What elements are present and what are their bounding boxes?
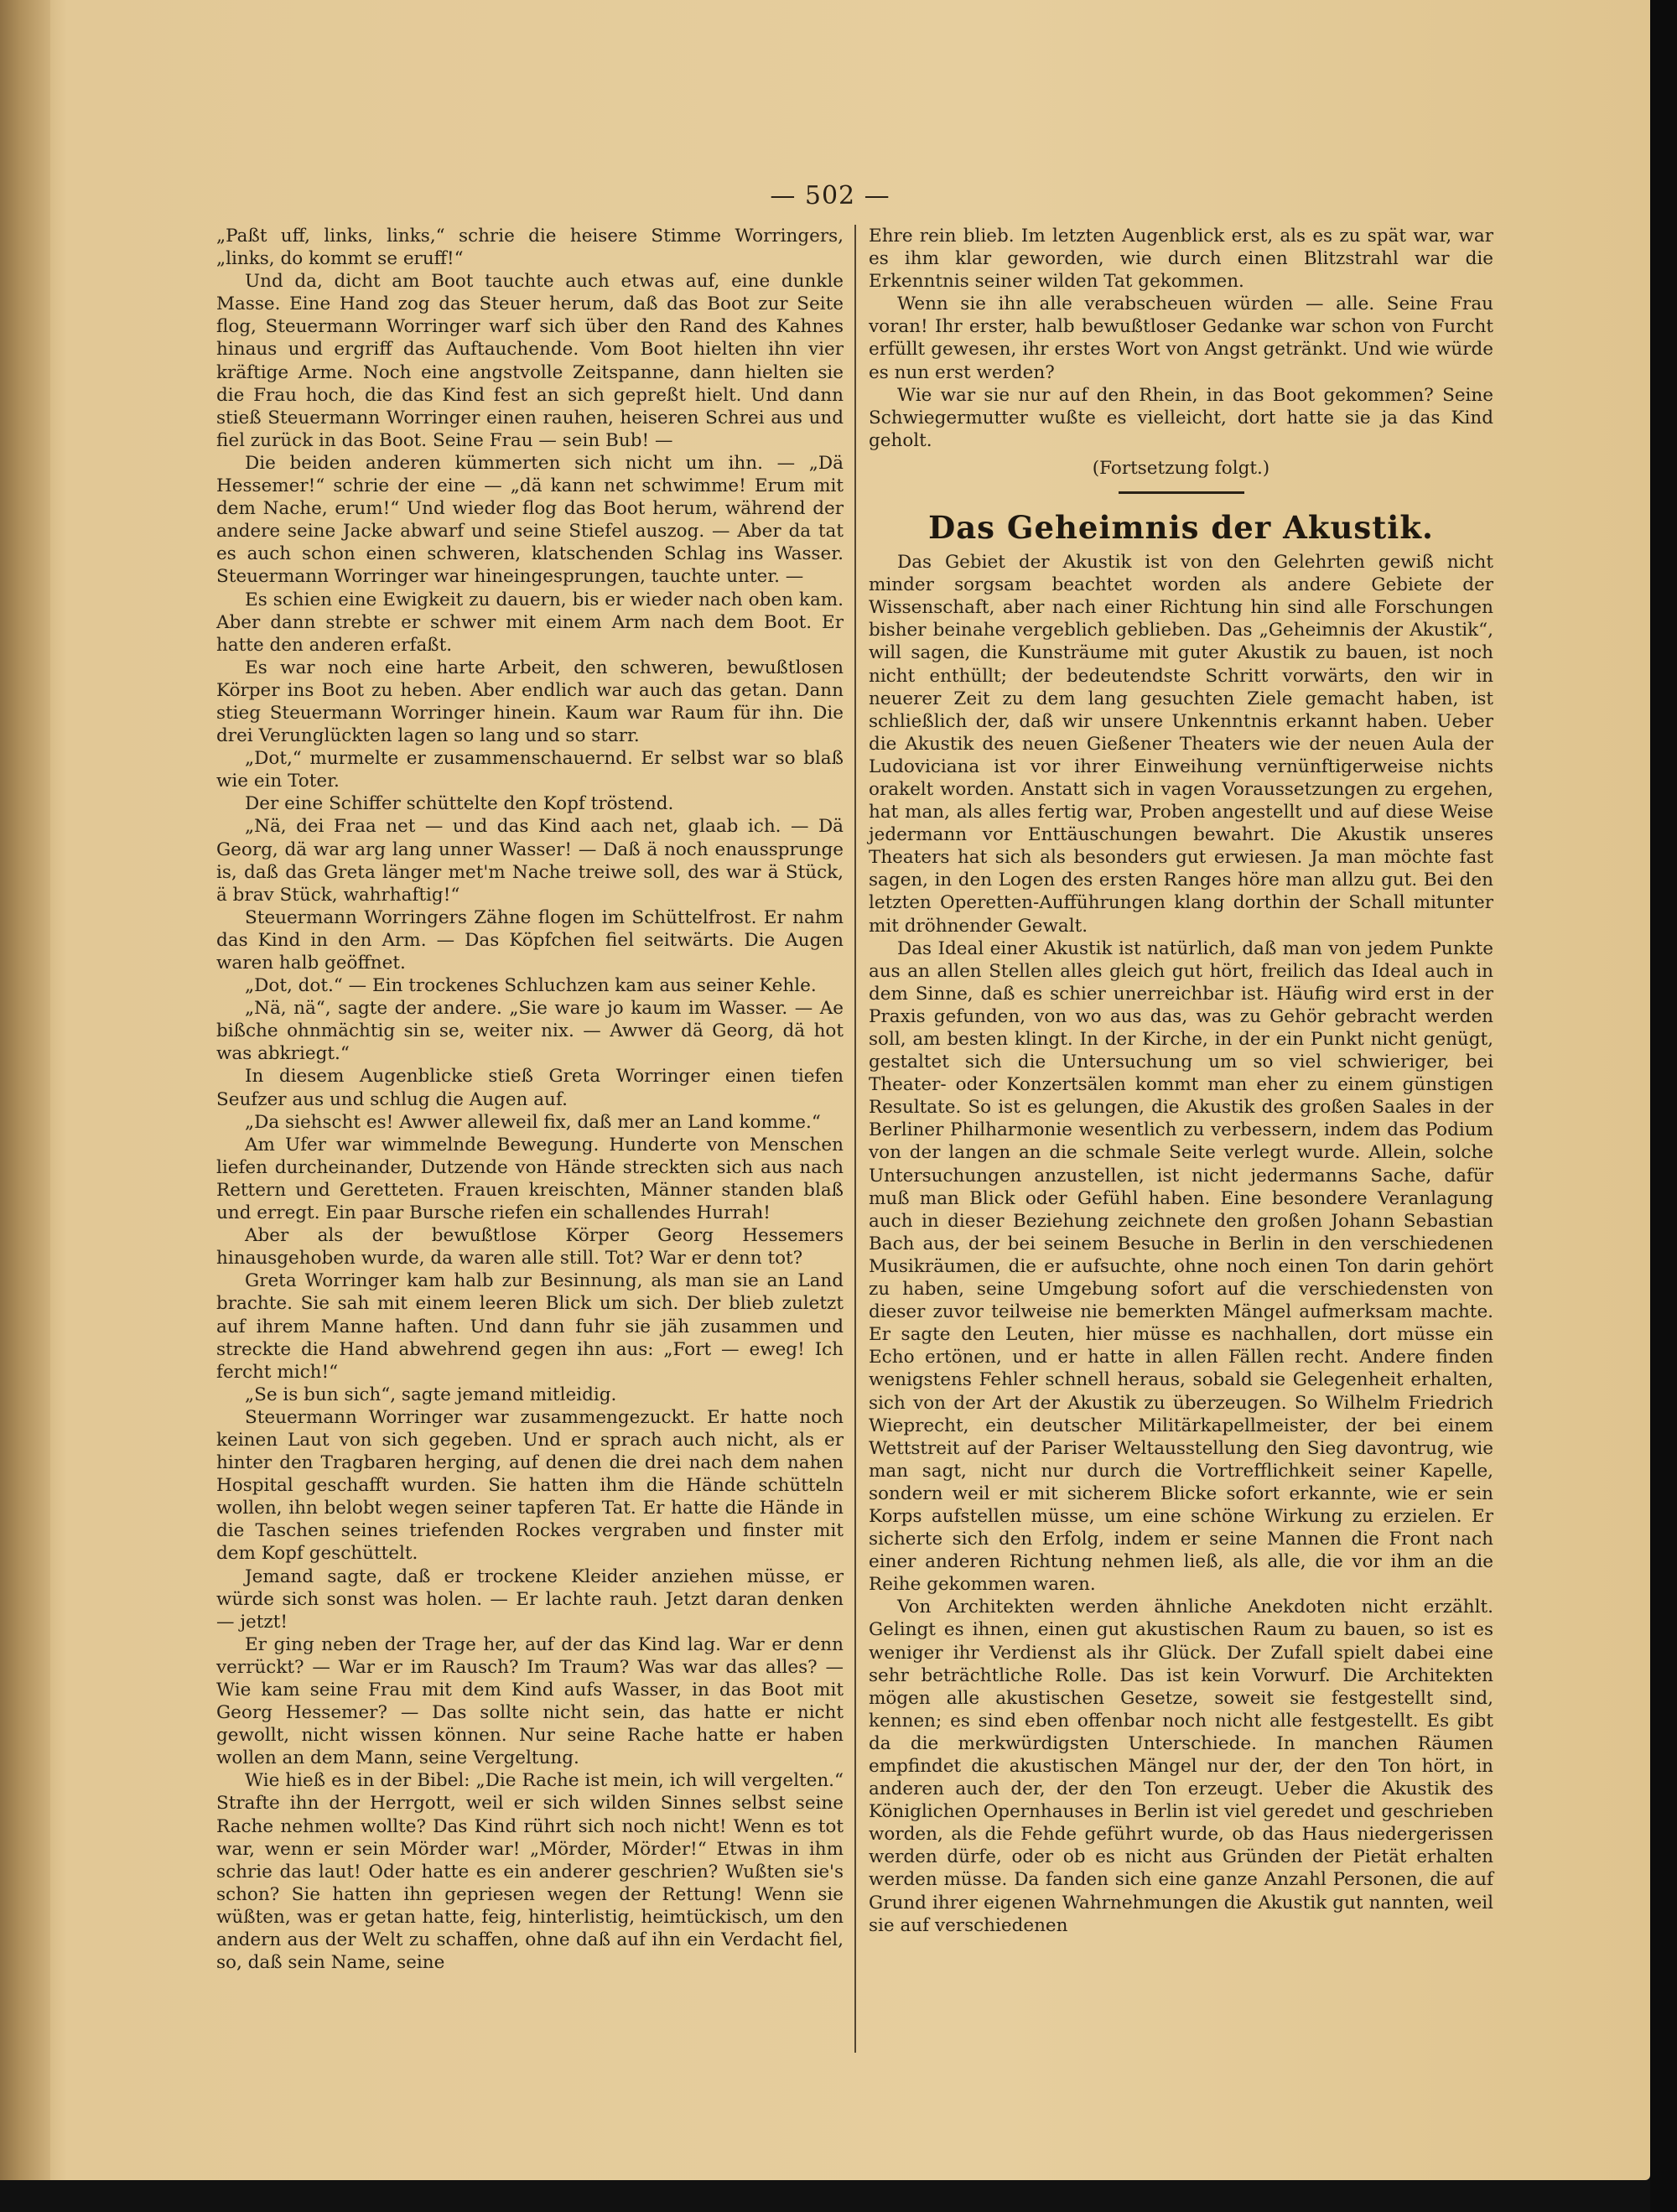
story-paragraph: Steuermann Worringer war zusammengezuckt. Er hatte noch keinen Laut von sich gegeben. Und er sprach auch nicht, als er hinter den Tragbaren herging, auf denen die drei nach dem nahen Hospital geschafft wurden. Sie hatten ihm die Hände schütteln wollen, ihn belobt wegen seiner tapferen Tat. Er hatte die Hände in die Taschen seines triefenden Rockes vergraben und finster mit dem Kopf geschüttelt. [216, 1406, 844, 1565]
story-paragraph: Wenn sie ihn alle verabscheuen würden — alle. Seine Frau voran! Ihr erster, halb bewußtloser Gedanke war schon von Furcht erfüllt gewesen, ihr erstes Wort von Angst getränkt. Und wie würde es nun erst werden? [869, 293, 1493, 383]
article-paragraph: Das Gebiet der Akustik ist von den Gelehrten gewiß nicht minder sorgsam beachtet worden als andere Gebiete der Wissenschaft, aber nach einer Richtung hin sind alle Forschungen bisher beinahe vergeblich geblieben. Das „Geheimnis der Akustik“, will sagen, die Kunsträume mit guter Akustik zu bauen, ist noch nicht enthüllt; der bedeutendste Schritt vorwärts, den wir in neuerer Zeit zu dem lang gesuchten Ziele gemacht haben, ist schließlich der, daß wir unsere Unkenntnis erkannt haben. Ueber die Akustik des neuen Gießener Theaters wie der neuen Aula der Ludoviciana ist vor ihrer Einweihung vernünftigerweise nichts orakelt worden. Anstatt sich in vagen Voraussetzungen zu ergehen, hat man, als alles fertig war, Proben angestellt und auf diese Weise jedermann vor Enttäuschungen bewahrt. Die Akustik unseres Theaters hat sich als besonders gut erwiesen. Ja man möchte fast sagen, in den Logen des ersten Ranges höre man allzu gut. Bei den letzten Operetten-Aufführungen klang dorthin der Schall mitunter mit dröhnender Gewalt. [869, 552, 1493, 937]
story-paragraph: Er ging neben der Trage her, auf der das Kind lag. War er denn verrückt? — War er im Rausch? Im Traum? Was war das alles? — Wie kam seine Frau mit dem Kind aufs Wasser, in das Boot mit Georg Hessemer? — Das sollte nicht sein, das hatte er nicht gewollt, nicht wissen können. Nur seine Rache hatte er haben wollen an dem Mann, seine Vergeltung. [216, 1633, 844, 1769]
story-paragraph: Es war noch eine harte Arbeit, den schweren, bewußtlosen Körper ins Boot zu heben. Aber endlich war auch das getan. Dann stieg Steuermann Worringer hinein. Kaum war Raum für ihn. Die drei Verunglückten lagen so lang und so starr. [216, 657, 844, 747]
left-column [216, 225, 844, 1974]
story-paragraph: Ehre rein blieb. Im letzten Augenblick erst, als es zu spät war, war es ihm klar geworden, wie durch einen Blitzstrahl war die Erkenntnis seiner wilden Tat gekommen. [869, 226, 1493, 293]
article-title: Das Geheimnis der Akustik. [928, 509, 1434, 547]
story-paragraph: In diesem Augenblicke stieß Greta Worringer einen tiefen Seufzer aus und schlug die Augen auf. [216, 1066, 844, 1110]
story-paragraph: „Paßt uff, links, links,“ schrie die heisere Stimme Worringers, „links, do kommt se eruff!“ [216, 226, 844, 270]
column-divider [854, 225, 856, 2053]
story-paragraph: „Da siehscht es! Awwer alleweil fix, daß mer an Land komme.“ [245, 1111, 821, 1133]
story-paragraph: Die beiden anderen kümmerten sich nicht um ihn. — „Dä Hessemer!“ schrie der eine — „dä kann net schwimme! Erum mit dem Nache, erum!“ Und wieder flog das Boot herum, während der andere seine Jacke abwarf und seine Stiefel auszog. — Aber da tat es auch schon einen schweren, klatschenden Schlag ins Wasser. Steuermann Worringer war hineingesprungen, tauchte unter. — [216, 452, 844, 588]
story-paragraph: „Dot,“ murmelte er zusammenschauernd. Er selbst war so blaß wie ein Toter. [216, 748, 844, 792]
story-paragraph: Aber als der bewußtlose Körper Georg Hessemers hinausgehoben wurde, da waren alle still. Tot? War er denn tot? [216, 1225, 844, 1270]
story-paragraph: Wie hieß es in der Bibel: „Die Rache ist mein, ich will vergelten.“ Strafte ihn der Herrgott, weil er sich wilden Sinnes selbst seine Rache nehmen wollte? Das Kind rührt sich noch nicht! Wenn es tot war, wenn er sein Mörder war! „Mörder, Mörder!“ Etwas in ihm schrie das laut! Oder hatte es ein anderer geschrien? Wußten sie's schon? Sie hatten ihn gepriesen wegen der Rettung! Wenn sie wüßten, was er getan hatte, feig, hinterlistig, heimtückisch, um den andern aus der Welt zu schaffen, ohne daß auf ihn ein Verdacht fiel, so, daß sein Name, seine [216, 1770, 844, 1974]
article-paragraph: Das Ideal einer Akustik ist natürlich, daß man von jedem Punkte aus an allen Stellen alles gleich gut hört, freilich das Ideal auch in dem Sinne, daß es schier unerreichbar ist. Häufig wird erst in der Praxis gefunden, von wo aus das, was zu Gehör gebracht werden soll, am besten klingt. In der Kirche, in der ein Punkt nicht genügt, gestaltet sich die Untersuchung um so viel schwieriger, bei Theater- oder Konzertsälen kommt man eher zu einem günstigen Resultate. So ist es gelungen, die Akustik des großen Saales in der Berliner Philharmonie wesentlich zu verbessern, indem das Podium von der langen an die schmale Seite verlegt wurde. Allein, solche Untersuchungen anzustellen, ist nicht jedermanns Sache, dafür muß man Blick oder Gefühl haben. Eine besondere Veranlagung auch in dieser Beziehung zeichnete den großen Johann Sebastian Bach aus, der bei seinem Besuche in Berlin in den verschiedenen Musikräumen, die er aufsuchte, ohne noch einen Ton darin gehört zu haben, seine Umgebung sofort auf die verschiedensten von dieser zuvor teilweise nie bemerkten Mängel aufmerksam machte. Er sagte den Leuten, hier müsse es nachhallen, dort müsse ein Echo ertönen, und er hatte in allen Fällen recht. Andere finden wenigstens Fehler schnell heraus, sobald sie Gelegenheit erhalten, sich von der Art der Akustik zu überzeugen. So Wilhelm Friedrich Wieprecht, ein deutscher Militärkapellmeister, der bei einem Wettstreit auf der Pariser Weltausstellung den Sieg davontrug, wie man sagt, nicht nur durch die Vortrefflichkeit seiner Kapelle, sondern weil er mit sicherem Blicke sofort erkannte, wie er sein Korps aufstellen müsse, um eine schöne Wirkung zu erzielen. Er sicherte sich den Erfolg, indem er seine Mannen die Front nach einer anderen Richtung nehmen ließ, als alle, die vor ihm an die Reihe gekommen waren. [869, 937, 1493, 1596]
story-paragraph: Am Ufer war wimmelnde Bewegung. Hunderte von Menschen liefen durcheinander, Dutzende von Hände streckten sich aus nach Rettern und Geretteten. Frauen kreischten, Männer standen blaß und erregt. Ein paar Bursche riefen ein schallendes Hurrah! [216, 1134, 844, 1224]
book-spine-shadow [0, 0, 50, 2180]
story-paragraph: Der eine Schiffer schüttelte den Kopf tröstend. [245, 793, 674, 815]
story-paragraph: Wie war sie nur auf den Rhein, in das Boot gekommen? Seine Schwiegermutter wußte es vielleicht, dort hatte sie ja das Kind geholt. [869, 384, 1493, 451]
story-paragraph: „Nä, dei Fraa net — und das Kind aach net, glaab ich. — Dä Georg, dä war arg lang unner Wasser! — Daß ä noch enaussprunge is, daß das Greta länger met'm Nache treiwe soll, des war ä Stück, ä brav Stück, wahrhaftig!“ [216, 816, 844, 906]
article-paragraph: Von Architekten werden ähnliche Anekdoten nicht erzählt. Gelingt es ihnen, einen gut akustischen Raum zu bauen, so ist es weniger ihr Verdienst als ihr Glück. Der Zufall spielt dabei eine sehr beträchtliche Rolle. Das ist kein Vorwurf. Die Architekten mögen alle akustischen Gesetze, soweit sie festgestellt sind, kennen; es sind eben offenbar noch nicht alle festgestellt. Es gibt da die merkwürdigsten Unterschiede. In manchen Räumen empfindet die akustischen Mängel nur der, der den Ton hört, in anderen auch der, der den Ton erzeugt. Ueber die Akustik des Königlichen Opernhauses in Berlin ist viel geredet und geschrieben worden, als die Fehde geführt wurde, ob das Haus niedergerissen werden dürfe, oder ob es nicht aus Gründen der Pietät erhalten werden müsse. Da fanden sich eine ganze Anzahl Personen, die auf Grund ihrer eigenen Wahrnehmungen die Akustik gut nannten, weil sie auf verschiedenen [869, 1597, 1493, 1936]
scan-edge [1650, 0, 1677, 2212]
story-paragraph: „Dot, dot.“ — Ein trockenes Schluchzen kam aus seiner Kehle. [245, 975, 817, 997]
story-paragraph: „Nä, nä“, sagte der andere. „Sie ware jo kaum im Wasser. — Ae bißche ohnmächtig sin se, weiter nix. — Awwer dä Georg, dä hot was abkriegt.“ [216, 998, 844, 1065]
continued-note: (Fortsetzung folgt.) [1092, 457, 1270, 479]
story-paragraph: Steuermann Worringers Zähne flogen im Schüttelfrost. Er nahm das Kind in den Arm. — Das Köpfchen fiel seitwärts. Die Augen waren halb geöffnet. [216, 906, 844, 974]
right-column [869, 225, 1493, 1937]
section-rule [1119, 491, 1244, 494]
story-paragraph: Greta Worringer kam halb zur Besinnung, als man sie an Land brachte. Sie sah mit einem leeren Blick um sich. Der blieb zuletzt auf ihrem Manne haften. Und dann fuhr sie jäh zusammen und streckte die Hand abwehrend gegen ihn aus: „Fort — eweg! Ich fercht mich!“ [216, 1270, 844, 1383]
story-paragraph: Jemand sagte, daß er trockene Kleider anziehen müsse, er würde sich sonst was holen. — Er lachte rauh. Jetzt daran denken — jetzt! [216, 1566, 844, 1633]
story-paragraph: „Se is bun sich“, sagte jemand mitleidig. [245, 1384, 617, 1405]
story-paragraph: Und da, dicht am Boot tauchte auch etwas auf, eine dunkle Masse. Eine Hand zog das Steuer herum, daß das Boot zur Seite flog, Steuermann Worringer warf sich über den Rand des Kahnes hinaus und ergriff das Auftauchende. Vom Boot hielten ihn vier kräftige Arme. Noch eine angstvolle Zeitspanne, dann hielten sie die Frau hoch, die das Kind fest an sich gepreßt hielt. Und dann stieß Steuermann Worringer einen rauhen, heiseren Schrei aus und fiel zurück in das Boot. Seine Frau — sein Bub! — [216, 271, 844, 451]
story-paragraph: Es schien eine Ewigkeit zu dauern, bis er wieder nach oben kam. Aber dann strebte er schwer mit einem Arm nach dem Boot. Er hatte den anderen erfaßt. [216, 589, 844, 656]
page-number: — 502 — [770, 181, 890, 210]
